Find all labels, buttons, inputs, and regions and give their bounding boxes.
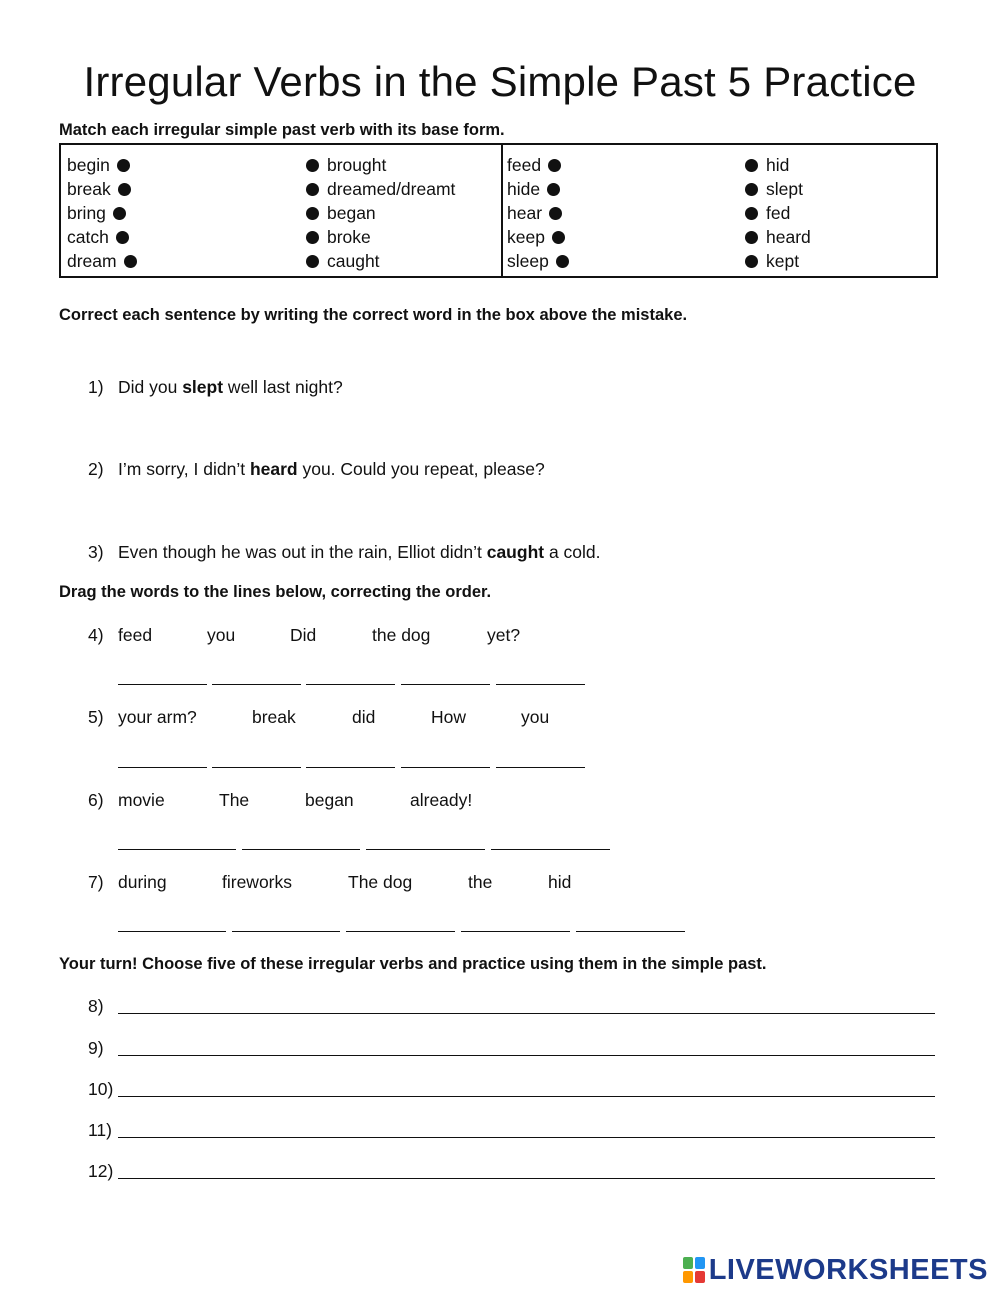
- drag-word[interactable]: did: [352, 707, 376, 727]
- question-number: 5): [88, 707, 104, 727]
- question-number: 3): [88, 542, 104, 562]
- question-number: 12): [88, 1161, 114, 1181]
- question-number: 2): [88, 459, 104, 479]
- answer-blank[interactable]: [212, 684, 301, 685]
- match-item-hide[interactable]: [507, 178, 560, 200]
- sentence-3: [118, 542, 601, 563]
- match-item-hear[interactable]: [507, 202, 562, 224]
- match-item-dream[interactable]: [67, 250, 137, 272]
- drag-word[interactable]: the: [468, 872, 493, 892]
- drag-word[interactable]: your arm?: [118, 707, 197, 727]
- drag-word[interactable]: How: [431, 707, 467, 727]
- drag-word[interactable]: you: [521, 707, 550, 727]
- match-dot[interactable]: [745, 255, 758, 268]
- match-word: caught: [327, 251, 380, 271]
- match-word: broke: [327, 227, 371, 247]
- question-number: 6): [88, 790, 104, 810]
- match-instruction: Match each irregular simple past verb with its base form.: [59, 121, 505, 139]
- match-item-fed[interactable]: [745, 202, 790, 224]
- drag-word[interactable]: hid: [548, 872, 572, 892]
- match-item-began[interactable]: [306, 202, 376, 224]
- match-word: hide: [507, 179, 541, 199]
- match-divider: [501, 145, 503, 276]
- question-number: 8): [88, 996, 104, 1016]
- answer-blank[interactable]: [461, 931, 570, 932]
- question-number: 10): [88, 1079, 114, 1099]
- answer-blank[interactable]: [212, 767, 301, 768]
- answer-blank[interactable]: [366, 849, 485, 850]
- match-word: fed: [766, 203, 791, 223]
- match-item-keep[interactable]: [507, 226, 565, 248]
- match-dot[interactable]: [116, 231, 129, 244]
- drag-word[interactable]: feed: [118, 625, 153, 645]
- answer-blank[interactable]: [346, 931, 455, 932]
- drag-word[interactable]: during: [118, 872, 167, 892]
- match-item-sleep[interactable]: [507, 250, 569, 272]
- match-word: break: [67, 179, 111, 199]
- answer-blank[interactable]: [401, 767, 490, 768]
- match-word: began: [327, 203, 376, 223]
- answer-blank[interactable]: [306, 767, 395, 768]
- match-dot[interactable]: [306, 231, 319, 244]
- match-dot[interactable]: [556, 255, 569, 268]
- answer-blank[interactable]: [576, 931, 685, 932]
- match-word: hid: [766, 155, 790, 175]
- match-word: sleep: [507, 251, 549, 271]
- match-word: brought: [327, 155, 387, 175]
- match-dot[interactable]: [745, 207, 758, 220]
- answer-blank[interactable]: [242, 849, 360, 850]
- match-dot[interactable]: [306, 207, 319, 220]
- match-item-begin[interactable]: [67, 154, 130, 176]
- match-word: feed: [507, 155, 542, 175]
- drag-word[interactable]: The dog: [348, 872, 413, 892]
- match-word: dream: [67, 251, 117, 271]
- match-word: catch: [67, 227, 109, 247]
- sentence-text: well last night?: [223, 377, 343, 397]
- answer-blank[interactable]: [118, 931, 226, 932]
- match-box: [59, 143, 938, 278]
- logo-icon: [683, 1257, 705, 1283]
- drag-word[interactable]: break: [252, 707, 296, 727]
- question-number: 9): [88, 1038, 104, 1058]
- match-item-caught[interactable]: [306, 250, 380, 272]
- answer-line[interactable]: [118, 1096, 935, 1097]
- match-item-brought[interactable]: [306, 154, 386, 176]
- sentence-text: a cold.: [544, 542, 601, 562]
- match-item-bring[interactable]: [67, 202, 126, 224]
- match-word: begin: [67, 155, 110, 175]
- order-instruction: Drag the words to the lines below, correcting the order.: [59, 583, 492, 601]
- match-dot[interactable]: [548, 159, 561, 172]
- match-item-slept[interactable]: [745, 178, 803, 200]
- match-dot[interactable]: [549, 207, 562, 220]
- drag-word[interactable]: Did: [290, 625, 317, 645]
- answer-blank[interactable]: [496, 684, 585, 685]
- sentence-1: [118, 377, 343, 398]
- match-item-catch[interactable]: [67, 226, 129, 248]
- match-dot[interactable]: [745, 183, 758, 196]
- match-word: bring: [67, 203, 106, 223]
- match-dot[interactable]: [547, 183, 560, 196]
- match-item-heard[interactable]: [745, 226, 811, 248]
- match-dot[interactable]: [745, 231, 758, 244]
- match-dot[interactable]: [118, 183, 131, 196]
- liveworksheets-logo: [683, 1253, 988, 1287]
- sentence-text: you. Could you repeat, please?: [297, 459, 545, 479]
- match-word: slept: [766, 179, 803, 199]
- answer-blank[interactable]: [118, 849, 236, 850]
- question-number: 7): [88, 872, 104, 892]
- answer-blank[interactable]: [118, 767, 207, 768]
- match-dot[interactable]: [745, 159, 758, 172]
- match-word: dreamed/dreamt: [327, 179, 456, 199]
- match-word: heard: [766, 227, 811, 247]
- answer-blank[interactable]: [232, 931, 340, 932]
- match-dot[interactable]: [306, 159, 319, 172]
- answer-blank[interactable]: [496, 767, 585, 768]
- answer-line[interactable]: [118, 1137, 935, 1138]
- match-dot[interactable]: [124, 255, 137, 268]
- question-number: 1): [88, 377, 104, 397]
- match-item-dreamed[interactable]: [306, 178, 455, 200]
- match-word: hear: [507, 203, 543, 223]
- match-item-broke[interactable]: [306, 226, 371, 248]
- drag-word[interactable]: fireworks: [222, 872, 293, 892]
- sentence-text: I’m sorry, I didn’t: [118, 459, 250, 479]
- drag-word[interactable]: yet?: [487, 625, 521, 645]
- match-dot[interactable]: [117, 159, 130, 172]
- match-word: keep: [507, 227, 545, 247]
- answer-blank[interactable]: [118, 684, 207, 685]
- drag-word[interactable]: the dog: [372, 625, 431, 645]
- correct-instruction: Correct each sentence by writing the correct word in the box above the mistake.: [59, 306, 688, 324]
- drag-word[interactable]: movie: [118, 790, 165, 810]
- match-item-feed[interactable]: [507, 154, 561, 176]
- drag-word[interactable]: already!: [410, 790, 473, 810]
- answer-blank[interactable]: [491, 849, 610, 850]
- answer-line[interactable]: [118, 1013, 935, 1014]
- page-title: Irregular Verbs in the Simple Past 5 Practice: [83, 58, 917, 105]
- your-turn-instruction: Your turn! Choose five of these irregular verbs and practice using them in the simple past.: [59, 955, 767, 973]
- match-dot[interactable]: [552, 231, 565, 244]
- drag-word[interactable]: began: [305, 790, 354, 810]
- match-item-hid[interactable]: [745, 154, 789, 176]
- mistake-word[interactable]: slept: [182, 377, 224, 397]
- logo-text: LIVEWORKSHEETS: [708, 1253, 988, 1286]
- question-number: 11): [88, 1120, 112, 1140]
- match-word: kept: [766, 251, 800, 271]
- sentence-text: Did you: [118, 377, 183, 397]
- answer-blank[interactable]: [401, 684, 490, 685]
- mistake-word[interactable]: heard: [249, 459, 298, 479]
- drag-word[interactable]: The: [219, 790, 250, 810]
- match-item-break[interactable]: [67, 178, 131, 200]
- question-number: 4): [88, 625, 104, 645]
- match-dot[interactable]: [306, 183, 319, 196]
- answer-line[interactable]: [118, 1055, 935, 1056]
- answer-blank[interactable]: [306, 684, 395, 685]
- match-item-kept[interactable]: [745, 250, 799, 272]
- sentence-text: Even though he was out in the rain, Elliot didn’t: [118, 542, 487, 562]
- drag-word[interactable]: you: [207, 625, 236, 645]
- answer-line[interactable]: [118, 1178, 935, 1179]
- mistake-word[interactable]: caught: [486, 542, 545, 562]
- sentence-2: [118, 459, 545, 480]
- match-dot[interactable]: [113, 207, 126, 220]
- match-dot[interactable]: [306, 255, 319, 268]
